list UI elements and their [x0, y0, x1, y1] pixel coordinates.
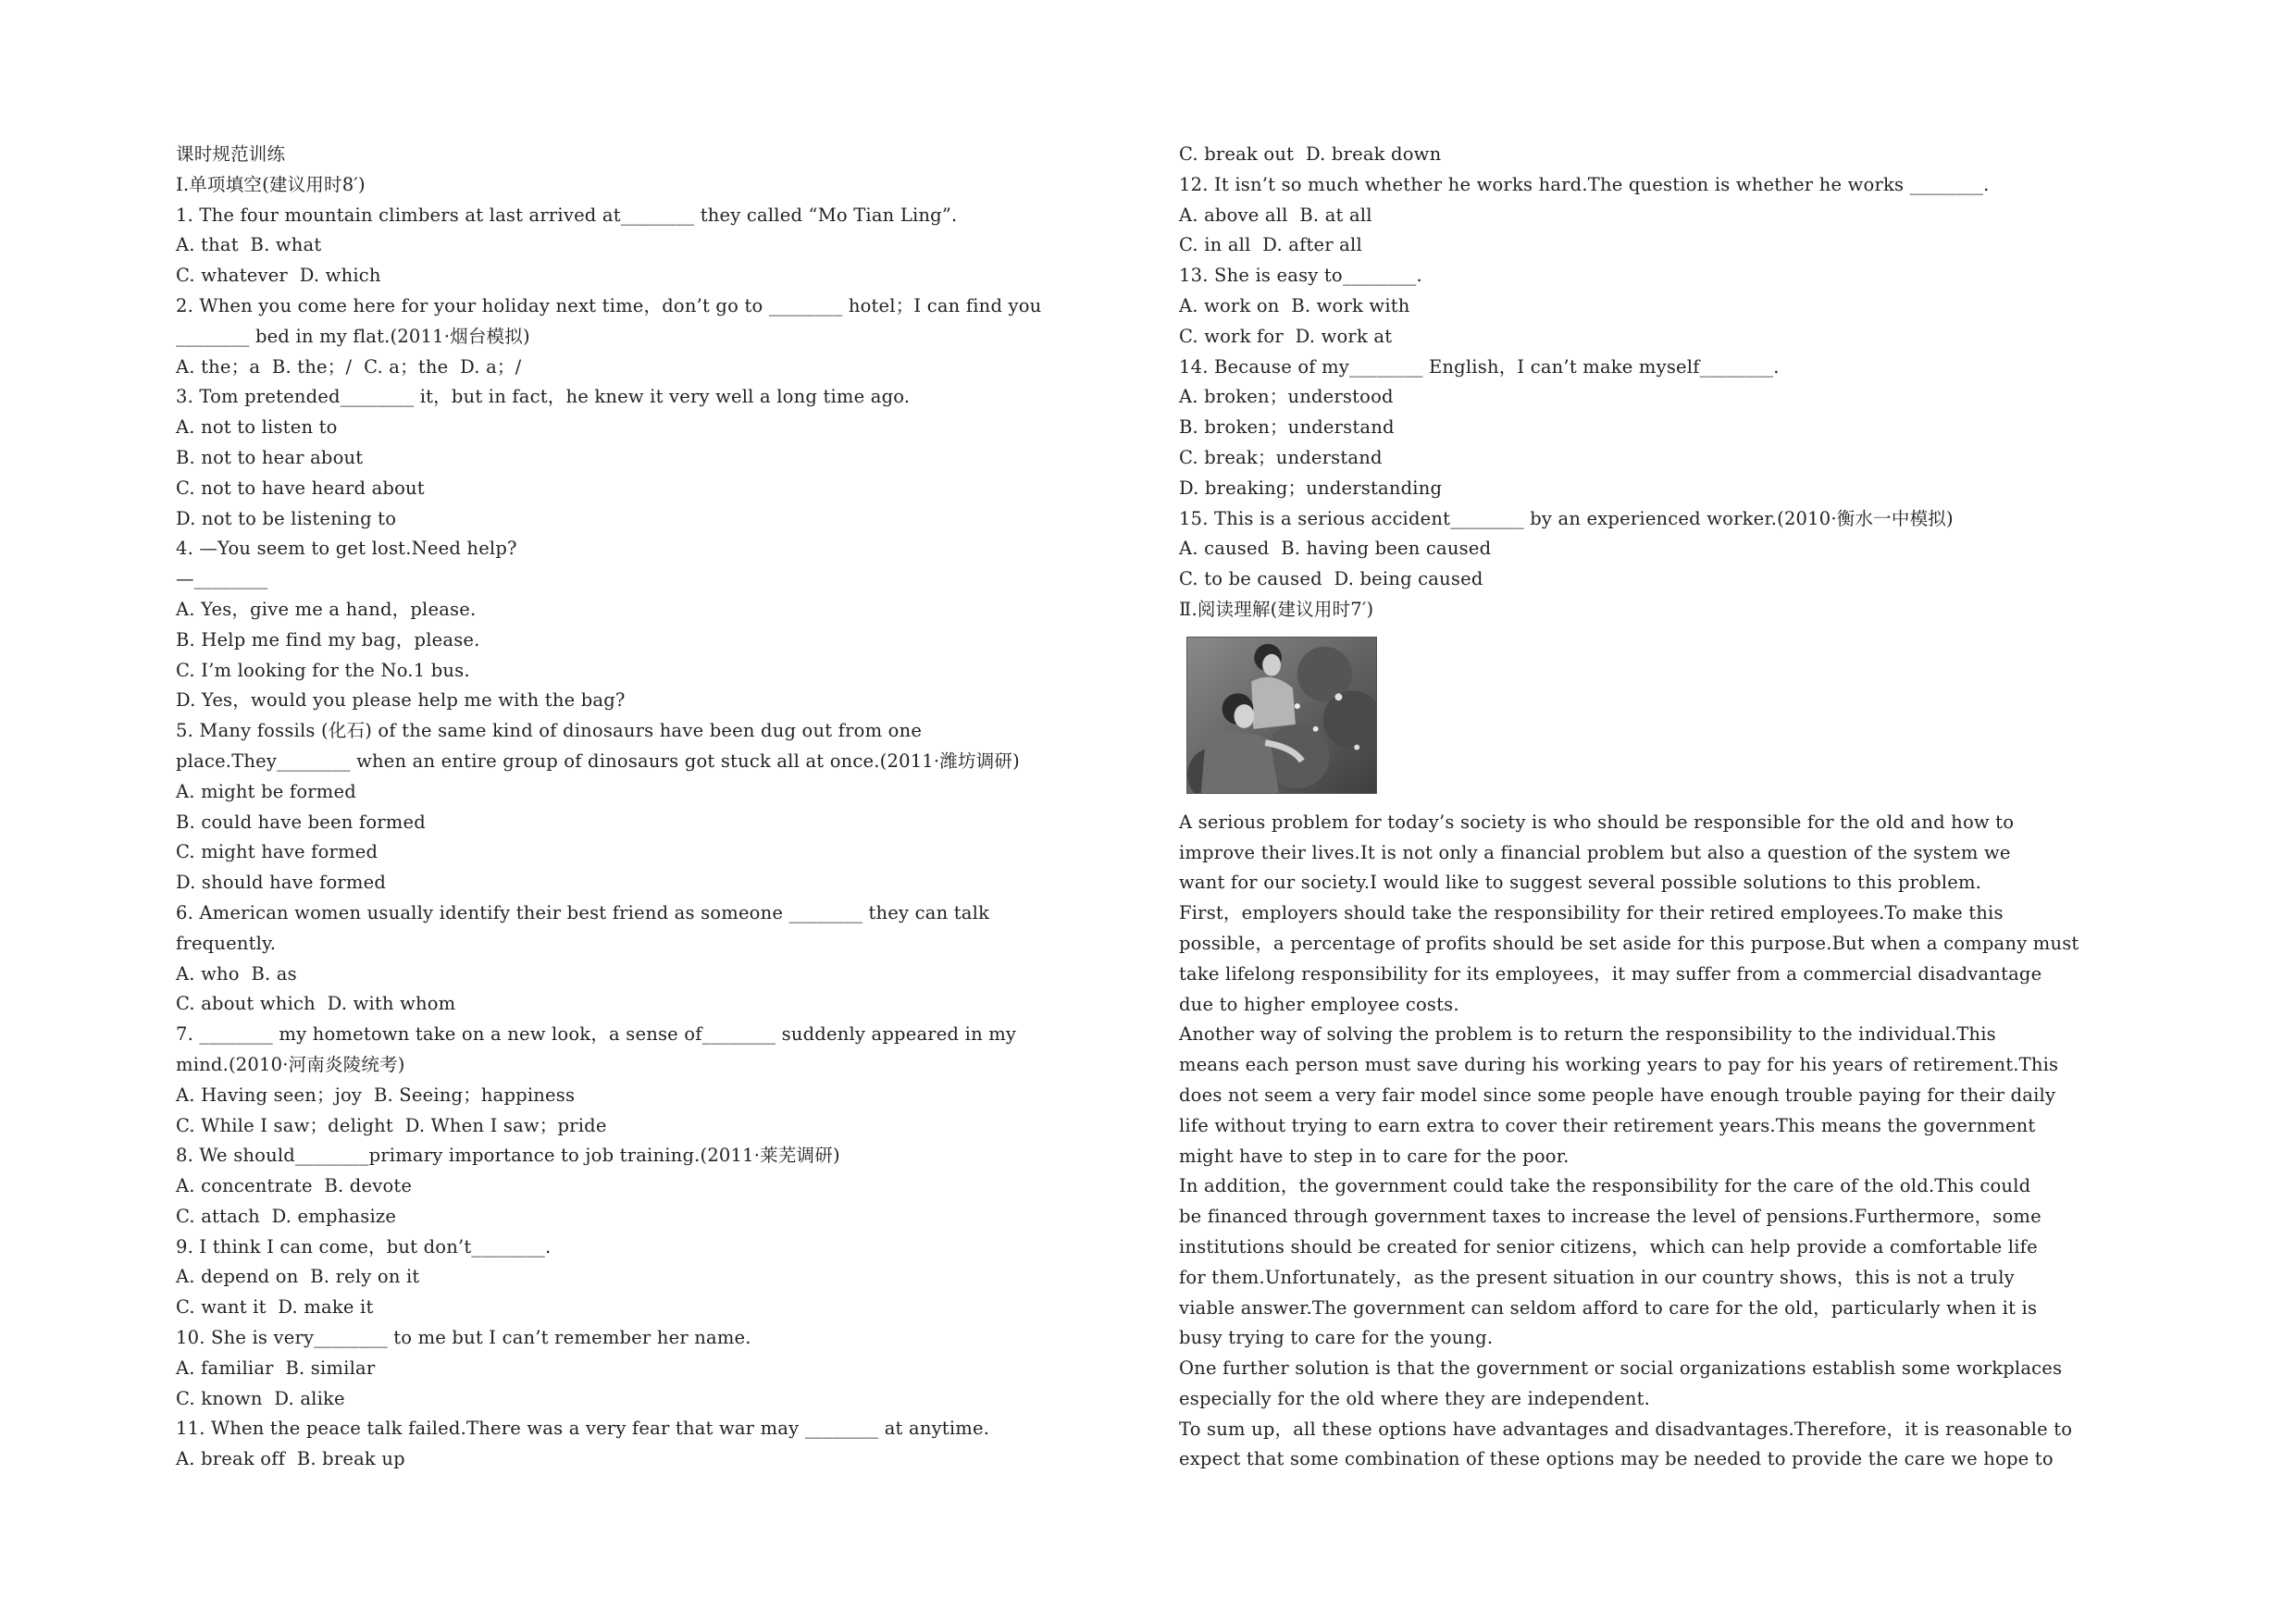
text-line: B. could have been formed	[176, 811, 426, 833]
passage-line: be financed through government taxes to increase the level of pensions.Furthermore，some	[1179, 1206, 2042, 1228]
text-line: A. work on B. work with	[1179, 294, 1410, 316]
text-line: A. might be formed	[176, 780, 356, 802]
text-line: A. concentrate B. devote	[176, 1175, 413, 1197]
text-line: D. Yes，would you please help me with the bag?	[176, 689, 626, 712]
passage-line: expect that some combination of these options may be needed to provide the care we hope to	[1179, 1448, 2054, 1470]
text-line: ________ bed in my flat.(2011·烟台模拟)	[176, 325, 530, 347]
passage-line: want for our society.I would like to suggest several possible solutions to this problem.	[1179, 872, 1982, 894]
text-line: 9. I think I can come，but don’t________.	[176, 1235, 552, 1258]
text-line: 11. When the peace talk failed.There was a very fear that war may ________ at anytime.	[176, 1418, 990, 1440]
text-line: Ⅱ.阅读理解(建议用时7′)	[1179, 598, 1374, 620]
text-line: 8. We should________primary importance to job training.(2011·莱芜调研)	[176, 1145, 840, 1167]
text-line: 7. ________ my hometown take on a new look，a sense of________ suddenly appeared in my	[176, 1023, 1017, 1046]
elderly-couple-photo	[1186, 637, 1377, 794]
text-line: 1. The four mountain climbers at last arrived at________ they called “Mo Tian Ling”.	[176, 204, 958, 226]
passage-line: possible，a percentage of profits should be set aside for this purpose.But when a company must	[1179, 932, 2079, 954]
passage-line: In addition，the government could take the responsibility for the care of the old.This could	[1179, 1175, 2031, 1197]
passage-line: due to higher employee costs.	[1179, 993, 1459, 1015]
text-line: A. Yes，give me a hand，please.	[176, 598, 477, 620]
questions-continued	[1179, 140, 2151, 626]
passage-line: take lifelong responsibility for its employees，it may suffer from a commercial disadvantage	[1179, 962, 2042, 985]
text-line: A. familiar B. similar	[176, 1357, 376, 1379]
text-line: C. While I saw；delight D. When I saw；pride	[176, 1114, 607, 1136]
text-line: A. broken；understood	[1179, 386, 1394, 408]
text-line: 15. This is a serious accident________ by an experienced worker.(2010·衡水一中模拟)	[1179, 507, 1954, 529]
passage-line: life without trying to earn extra to cover their retirement years.This means the government	[1179, 1114, 2036, 1136]
passage-line: viable answer.The government can seldom afford to care for the old，particularly when it is	[1179, 1296, 2038, 1319]
text-line: 10. She is very________ to me but I can’t remember her name.	[176, 1327, 751, 1349]
photo-illustration	[1187, 638, 1376, 793]
text-line: C. might have formed	[176, 841, 379, 863]
text-line: C. attach D. emphasize	[176, 1205, 397, 1227]
text-line: 课时规范训练	[176, 143, 286, 165]
text-line: A. not to listen to	[176, 416, 338, 439]
text-line: 5. Many fossils (化石) of the same kind of dinosaurs have been dug out from one	[176, 720, 923, 742]
text-line: C. I’m looking for the No.1 bus.	[176, 659, 470, 681]
text-line: D. should have formed	[176, 872, 387, 894]
text-line: C. not to have heard about	[176, 477, 425, 499]
text-line: C. about which D. with whom	[176, 993, 456, 1015]
text-line: 14. Because of my________ English，I can’t make myself________.	[1179, 355, 1780, 378]
passage-line: does not seem a very fair model since some people have enough trouble paying for their daily	[1179, 1084, 2056, 1106]
passage-line: institutions should be created for senior citizens，which can help provide a comfortable life	[1179, 1235, 2038, 1258]
text-line: A. who B. as	[176, 962, 297, 985]
text-line: 13. She is easy to________.	[1179, 265, 1422, 287]
text-line: B. not to hear about	[176, 446, 364, 468]
left-column	[176, 140, 1134, 1475]
text-line: C. in all D. after all	[1179, 234, 1362, 256]
text-line: 6. American women usually identify their best friend as someone ________ they can talk	[176, 901, 990, 923]
passage-line: busy trying to care for the young.	[1179, 1327, 1494, 1349]
right-column	[1179, 140, 2151, 1475]
text-line: —________	[176, 568, 268, 590]
text-line: 3. Tom pretended________ it，but in fact，he knew it very well a long time ago.	[176, 386, 911, 408]
text-line: A. break off B. break up	[176, 1448, 405, 1470]
text-line: C. known D. alike	[176, 1387, 345, 1409]
text-line: A. depend on B. rely on it	[176, 1266, 420, 1288]
text-line: C. work for D. work at	[1179, 325, 1393, 347]
text-line: B. broken；understand	[1179, 416, 1395, 439]
text-line: 2. When you come here for your holiday next time，don’t go to ________ hotel；I can find you	[176, 294, 1042, 316]
text-line: frequently.	[176, 932, 277, 954]
passage-line: Another way of solving the problem is to return the responsibility to the individual.This	[1179, 1023, 1996, 1046]
reading-passage	[1179, 808, 2151, 1476]
text-line: 4. —You seem to get lost.Need help?	[176, 538, 517, 560]
text-line: D. not to be listening to	[176, 507, 397, 529]
passage-line: for them.Unfortunately，as the present situation in our country shows，this is not a truly	[1179, 1266, 2015, 1288]
text-line: 12. It isn’t so much whether he works hard.The question is whether he works ________.	[1179, 173, 1990, 195]
passage-line: A serious problem for today’s society is who should be responsible for the old and how to	[1179, 811, 2015, 833]
passage-line: especially for the old where they are independent.	[1179, 1387, 1651, 1409]
text-line: place.They________ when an entire group of dinosaurs got stuck all at once.(2011·潍坊调研)	[176, 750, 1020, 772]
text-line: A. that B. what	[176, 234, 322, 256]
text-line: A. Having seen；joy B. Seeing；happiness	[176, 1084, 576, 1106]
passage-line: might have to step in to care for the poor.	[1179, 1145, 1570, 1167]
passage-line: improve their lives.It is not only a financial problem but also a question of the system we	[1179, 841, 2011, 863]
text-line: mind.(2010·河南炎陵统考)	[176, 1053, 405, 1075]
text-line: C. break；understand	[1179, 446, 1383, 468]
text-line: C. break out D. break down	[1179, 143, 1442, 165]
passage-line: First，employers should take the responsibility for their retired employees.To make this	[1179, 902, 2004, 924]
passage-line: means each person must save during his working years to pay for his years of retirement.This	[1179, 1054, 2059, 1076]
text-line: A. above all B. at all	[1179, 204, 1372, 226]
text-line: C. want it D. make it	[176, 1296, 374, 1319]
passage-line: One further solution is that the government or social organizations establish some workplaces	[1179, 1357, 2063, 1380]
text-line: D. breaking；understanding	[1179, 477, 1443, 499]
text-line: B. Help me find my bag，please.	[176, 628, 480, 650]
passage-line: To sum up，all these options have advantages and disadvantages.Therefore，it is reasonable to	[1179, 1418, 2073, 1440]
text-line: C. whatever D. which	[176, 265, 381, 287]
text-line: Ⅰ.单项填空(建议用时8′)	[176, 173, 366, 195]
text-line: A. caused B. having been caused	[1179, 538, 1492, 560]
text-line: C. to be caused D. being caused	[1179, 568, 1483, 590]
text-line: A. the；a B. the；/ C. a；the D. a；/	[176, 355, 522, 378]
